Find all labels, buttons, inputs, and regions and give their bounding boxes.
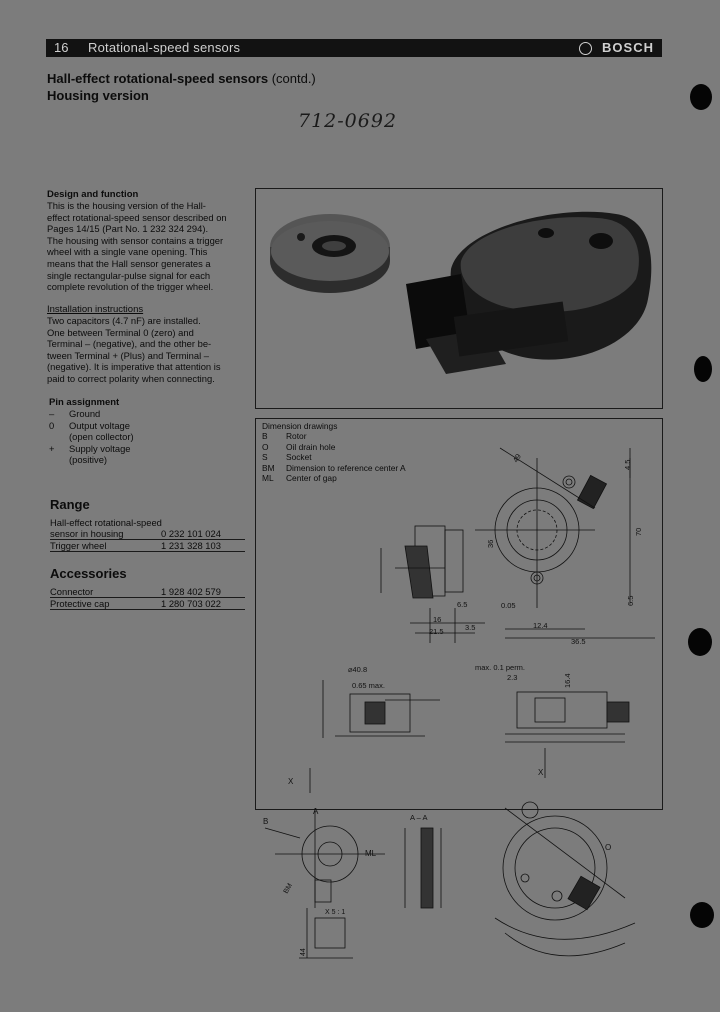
punch-hole-bottom xyxy=(690,902,714,928)
accessories-label: Protective cap xyxy=(50,598,110,609)
installation-heading: Installation instructions xyxy=(47,304,144,315)
pin-text: Ground xyxy=(69,408,101,419)
view-label-x1: X xyxy=(288,777,294,786)
dim-label-16: 16 xyxy=(433,615,442,624)
design-text xyxy=(47,200,257,293)
dim-label-3-5: 3.5 xyxy=(465,623,476,632)
label-44: 44 xyxy=(300,948,307,956)
installation-line: Two capacitors (4.7 nF) are installed. xyxy=(47,315,201,326)
installation-line: One between Terminal 0 (zero) and xyxy=(47,326,194,338)
sensor-gap-detail xyxy=(310,680,440,793)
pin-symbol: – xyxy=(49,408,55,419)
installation-line: Terminal – (negative), and the other be- xyxy=(47,338,212,350)
design-line: The housing with sensor contains a trigger xyxy=(47,234,224,246)
accessories-row xyxy=(50,598,245,610)
dim-label-d40-8: ⌀40.8 xyxy=(348,665,368,674)
product-photo xyxy=(256,189,662,408)
pin-text: (positive) xyxy=(69,454,108,466)
dimension-heading: Dimension drawings xyxy=(262,421,338,431)
pin-text: Output voltage xyxy=(69,419,130,431)
legend-text: Center of gap xyxy=(286,473,337,484)
title-contd: (contd.) xyxy=(271,71,316,86)
range-table xyxy=(50,517,245,552)
title-line2: Housing version xyxy=(47,88,149,103)
range-heading: Range xyxy=(50,497,90,512)
design-section xyxy=(47,189,257,293)
pin-heading: Pin assignment xyxy=(49,397,120,408)
dim-label-49: 49 xyxy=(510,452,523,464)
punch-hole-upper-mid xyxy=(694,356,712,382)
design-line: wheel with a single vane opening. This xyxy=(47,246,208,258)
pin-text: (open collector) xyxy=(69,431,134,443)
range-row xyxy=(50,540,245,552)
installation-line: (negative). It is imperative that attention is xyxy=(47,361,221,373)
pin-section xyxy=(49,397,259,466)
legend-text: Oil drain hole xyxy=(286,441,336,452)
installation-line: paid to correct polarity when connecting. xyxy=(47,372,215,384)
dim-label-0-65: 0.65 max. xyxy=(352,681,385,690)
design-line: complete revolution of the trigger wheel. xyxy=(47,281,214,293)
dim-label-max-0-1: max. 0.1 perm. xyxy=(475,663,526,672)
dim-label-6-5b: 6.5 xyxy=(457,600,468,609)
accessories-value: 1 280 703 022 xyxy=(161,598,221,609)
pin-symbol: 0 xyxy=(49,419,55,431)
legend-key: BM xyxy=(262,462,275,473)
dim-label-6-5: 6.5 xyxy=(626,595,635,606)
accessories-table xyxy=(50,586,245,610)
dim-label-16-4: 16.4 xyxy=(563,673,572,688)
section-label-a-a: A – A xyxy=(410,813,428,822)
design-line: Pages 14/15 (Part No. 1 232 324 294). xyxy=(47,223,209,235)
design-heading: Design and function xyxy=(47,189,139,200)
legend-key: S xyxy=(262,452,268,463)
section-title: Rotational-speed sensors xyxy=(88,40,241,55)
accessories-value: 1 928 402 579 xyxy=(161,586,221,597)
dim-label-70: 70 xyxy=(634,527,643,536)
trigger-wheel-image xyxy=(270,214,390,293)
punch-hole-top xyxy=(690,84,712,110)
page-number: 16 xyxy=(54,40,69,55)
dim-label-36-5: 36.5 xyxy=(571,637,586,646)
punch-hole-lower-mid xyxy=(688,628,712,656)
pin-list xyxy=(49,408,259,466)
rotor-detail xyxy=(265,808,385,908)
range-label: Hall-effect rotational-speed xyxy=(50,517,162,528)
range-label: Trigger wheel xyxy=(50,540,107,551)
design-line: effect rotational-speed sensor described on xyxy=(47,211,227,223)
dim-label-36: 36 xyxy=(486,539,495,548)
housing-bottom-view xyxy=(495,802,635,956)
housing-side-elevation xyxy=(505,692,629,778)
installation-text xyxy=(47,315,257,385)
legend-text: Rotor xyxy=(286,431,307,442)
pin-text: Supply voltage xyxy=(69,442,131,454)
accessories-heading: Accessories xyxy=(50,566,127,581)
accessories-row xyxy=(50,586,245,598)
product-photo-frame xyxy=(255,188,663,409)
range-label: sensor in housing xyxy=(50,528,124,539)
sensor-housing-image xyxy=(406,212,651,374)
dim-label-2-3: 2.3 xyxy=(507,673,518,682)
design-line: This is the housing version of the Hall- xyxy=(47,200,206,211)
pin-item xyxy=(49,408,259,420)
legend-key: O xyxy=(262,441,269,452)
label-x-5-1: X 5 : 1 xyxy=(325,909,346,916)
dim-label-0-05: 0.05 xyxy=(501,601,516,610)
title-line1: Hall-effect rotational-speed sensors xyxy=(47,71,269,86)
pin-item xyxy=(49,443,259,466)
handwritten-part-number: 712-0692 xyxy=(298,110,398,132)
pin-item xyxy=(49,420,259,443)
label-b: B xyxy=(263,817,269,826)
range-value: 0 232 101 024 xyxy=(161,528,221,539)
section-a-a-detail xyxy=(405,828,441,908)
design-line: single rectangular-pulse signal for each xyxy=(47,269,211,281)
accessories-label: Connector xyxy=(50,586,94,597)
lower-detail-drawings xyxy=(255,808,661,1004)
dim-label-12-4: 12.4 xyxy=(533,621,548,630)
legend-key: ML xyxy=(262,473,274,484)
design-line: means that the Hall sensor generates a xyxy=(47,257,211,269)
pin-symbol: + xyxy=(49,442,55,454)
label-ml: ML xyxy=(365,849,377,858)
dimension-drawings xyxy=(255,418,661,822)
label-o: O xyxy=(605,843,612,852)
brand-name: BOSCH xyxy=(602,40,654,55)
bosch-logo-icon xyxy=(579,42,592,55)
label-a-mark: A xyxy=(313,807,319,816)
page-title xyxy=(47,70,316,104)
view-label-x2: X xyxy=(538,768,544,777)
dim-label-4-5: 4.5 xyxy=(623,459,632,470)
installation-line: tween Terminal + (Plus) and Terminal – xyxy=(47,349,209,361)
legend-key: B xyxy=(262,431,268,442)
legend-text: Socket xyxy=(286,452,312,463)
range-value: 1 231 328 103 xyxy=(161,540,221,551)
legend-text: Dimension to reference center A xyxy=(286,462,406,473)
dim-label-21-5: 21.5 xyxy=(429,627,444,636)
label-bm: BM xyxy=(282,882,294,895)
page-header-bar xyxy=(46,39,662,57)
installation-section xyxy=(47,304,257,385)
range-row xyxy=(50,517,245,540)
